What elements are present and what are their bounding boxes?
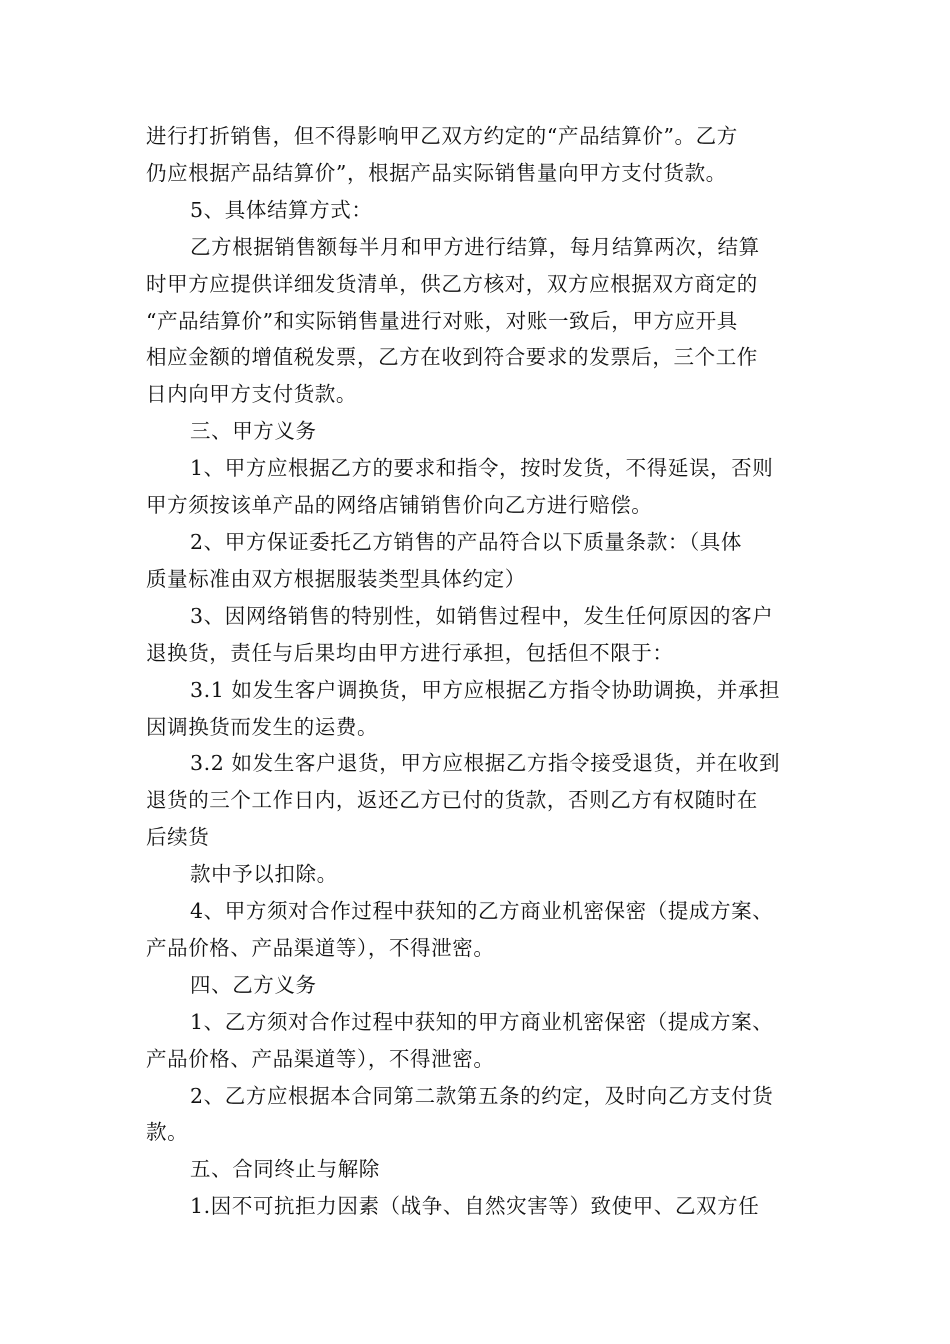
section-heading: 三、甲方义务 <box>190 419 317 444</box>
text-line: 产品价格、产品渠道等），不得泄密。 <box>146 935 495 960</box>
text-line: 3.1 如发生客户调换货，甲方应根据乙方指令协助调换，并承担 <box>190 677 781 702</box>
text-line: 仍应根据产品结算价”，根据产品实际销售量向甲方支付货款。 <box>146 160 727 185</box>
text-line: 质量标准由双方根据服装类型具体约定） <box>146 566 526 591</box>
text-line: “产品结算价”和实际销售量进行对账，对账一致后，甲方应开具 <box>146 308 738 333</box>
text-line: 后续货 <box>146 825 210 850</box>
text-line: 相应金额的增值税发票，乙方在收到符合要求的发票后，三个工作 <box>146 345 758 370</box>
text-line: 3.2 如发生客户退货，甲方应根据乙方指令接受退货，并在收到 <box>190 751 781 776</box>
clause-heading: 5、具体结算方式： <box>190 197 373 222</box>
text-line: 退货的三个工作日内，返还乙方已付的货款，否则乙方有权随时在 <box>146 788 758 813</box>
text-line: 1.因不可抗拒力因素（战争、自然灾害等）致使甲、乙双方任 <box>190 1194 760 1219</box>
text-line: 因调换货而发生的运费。 <box>146 714 379 739</box>
text-line: 1、乙方须对合作过程中获知的甲方商业机密保密（提成方案、 <box>190 1009 774 1034</box>
text-line: 3、因网络销售的特别性，如销售过程中，发生任何原因的客户 <box>190 603 774 628</box>
text-line: 款中予以扣除。 <box>190 862 338 887</box>
text-line: 产品价格、产品渠道等），不得泄密。 <box>146 1046 495 1071</box>
text-line: 2、甲方保证委托乙方销售的产品符合以下质量条款：（具体 <box>190 529 742 554</box>
text-line: 1、甲方应根据乙方的要求和指令，按时发货，不得延误，否则 <box>190 456 774 481</box>
section-heading: 四、乙方义务 <box>190 972 317 997</box>
text-line: 款。 <box>146 1120 189 1145</box>
text-line: 日内向甲方支付货款。 <box>146 382 357 407</box>
contract-body <box>146 118 808 1225</box>
text-line: 甲方须按该单产品的网络店铺销售价向乙方进行赔偿。 <box>146 493 653 518</box>
text-line: 2、乙方应根据本合同第二款第五条的约定，及时向乙方支付货 <box>190 1083 774 1108</box>
text-line: 进行打折销售，但不得影响甲乙双方约定的“产品结算价”。乙方 <box>146 124 738 148</box>
text-line: 4、甲方须对合作过程中获知的乙方商业机密保密（提成方案、 <box>190 899 774 924</box>
text-line: 退换货，责任与后果均由甲方进行承担，包括但不限于： <box>146 640 674 665</box>
text-line: 时甲方应提供详细发货清单，供乙方核对，双方应根据双方商定的 <box>146 271 758 296</box>
section-heading: 五、合同终止与解除 <box>190 1157 380 1182</box>
text-line: 乙方根据销售额每半月和甲方进行结算，每月结算两次，结算 <box>190 234 760 259</box>
